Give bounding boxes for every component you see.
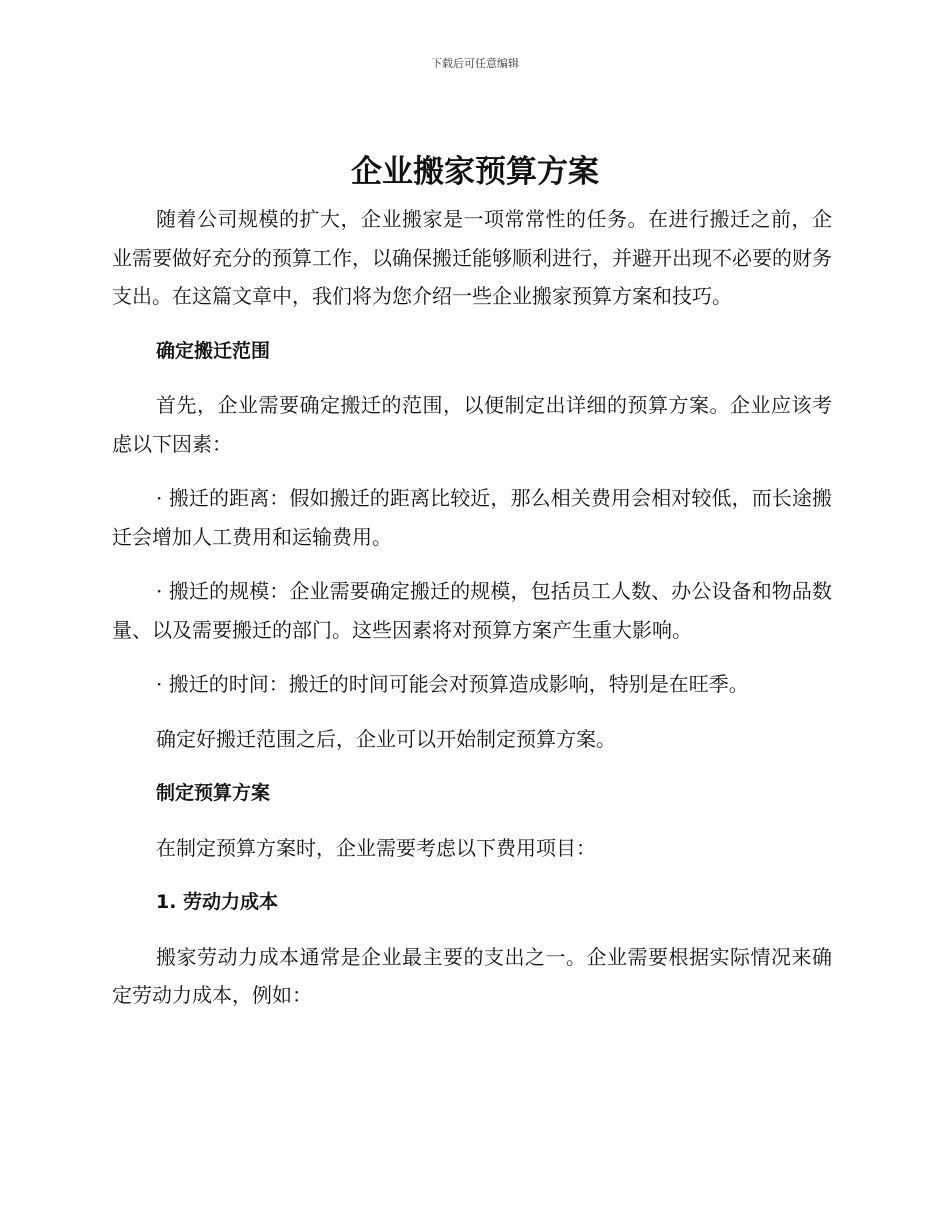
budget-paragraph: 在制定预算方案时，企业需要考虑以下费用项目： — [156, 835, 596, 860]
scope-closing-paragraph: 确定好搬迁范围之后，企业可以开始制定预算方案。 — [156, 726, 616, 751]
bullet-time: · 搬迁的时间：搬迁的时间可能会对预算造成影响，特别是在旺季。 — [156, 672, 749, 696]
scope-paragraph: 首先，企业需要确定搬迁的范围，以便制定出详细的预算方案。企业应该考虑以下因素： — [112, 393, 832, 456]
bullet-scale: · 搬迁的规模：企业需要确定搬迁的规模，包括员工人数、办公设备和物品数量、以及需要搬迁的部门。这些因素将对预算方案产生重大影响。 — [112, 579, 832, 642]
page-title: 企业搬家预算方案 — [351, 154, 599, 190]
document-body — [112, 200, 832, 1031]
subheading-labor-cost: 1. 劳动力成本 — [156, 891, 279, 913]
bullet-distance: · 搬迁的距离：假如搬迁的距离比较近，那么相关费用会相对较低，而长途搬迁会增加人工费用和运输费用。 — [112, 486, 832, 549]
labor-cost-paragraph: 搬家劳动力成本通常是企业最主要的支出之一。企业需要根据实际情况来确定劳动力成本，例如： — [112, 944, 832, 1007]
section-heading-budget: 制定预算方案 — [156, 782, 271, 804]
section-heading-scope: 确定搬迁范围 — [156, 339, 271, 362]
intro-paragraph: 随着公司规模的扩大，企业搬家是一项常常性的任务。在进行搬迁之前，企业需要做好充分的预算工作，以确保搬迁能够顺利进行，并避开出现不必要的财务支出。在这篇文章中，我们将为您介绍一些企业搬家预算方案和技巧。 — [112, 207, 832, 308]
header-note: 下载后可任意编辑 — [431, 57, 519, 70]
